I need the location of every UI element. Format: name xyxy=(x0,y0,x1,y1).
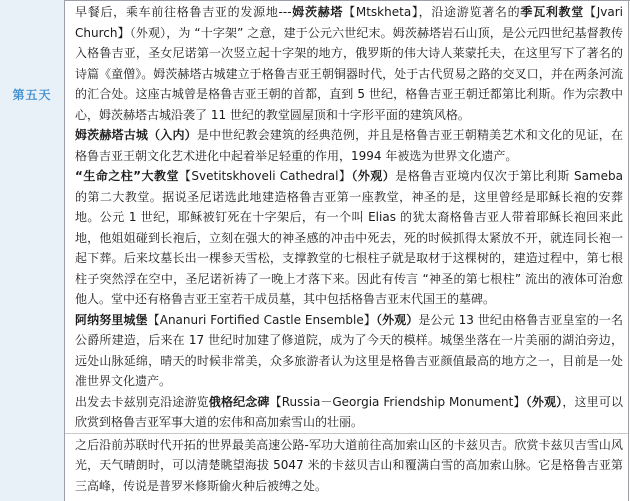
day-column xyxy=(0,0,65,501)
paragraph-friendship-monument: 出发去卡兹别克沿途游览俄格纪念碑【Russia－Georgia Friendship Monument】（外观），这里可以欣赏到格鲁吉亚军事大道的宏伟和高加索雪山的壮丽。 xyxy=(75,394,623,429)
paragraph-kazbegi: 之后沿前苏联时代开拓的世界最美高速公路-军功大道前往高加索山区的卡兹贝吉。欣赏卡兹贝吉雪山风光，天气晴朗时，可以清楚眺望海拔 5047 米的卡兹贝吉山和覆满白雪的高加索山脉。它是格鲁吉亚第三高峰，传说是普罗米修斯偷火种后被缚之处。 xyxy=(75,437,623,493)
place-ananuri: 阿纳努里城堡 xyxy=(75,312,148,327)
top-border xyxy=(0,0,630,1)
paragraph-mtskheta-town: 姆茨赫塔古城（入内）是中世纪教会建筑的经典范例，并且是格鲁吉亚王朝精美艺术和文化的见证，在格鲁吉亚王朝文化艺术进化中起着举足轻重的作用，1994 年被选为世界文化遗产。 xyxy=(75,128,623,163)
paragraph-svetitskhoveli: “生命之柱”大教堂【Svetitskhoveli Cathedral】（外观）是格鲁吉亚境内仅次于第比利斯 Sameba 的第二大教堂。据说圣尼诺选此地建造格鲁吉亚第一座教堂，神圣的是，这里曾经是耶稣长袍的安葬地。公元 1 世纪，耶稣被钉死在十字架后，有一个叫 Elias 的犹太裔格鲁吉亚人带着耶稣长袍回来此地，他姐姐碰到长袍后，立刻在强大的神圣感的冲击中死去，死的时候抓得太紧放不开，就连同长袍一起下葬。后来坟墓长出一棵参天雪松，支撑教堂的七根柱子就是取材于这棵树的，建造过程中，第七根柱子突然浮在空中，圣尼诺祈祷了一晚上才落下来。因此有传言 “神圣的第七根柱” 流出的液体可治愈他人。堂中还有格鲁吉亚王室若干成员墓，其中包括格鲁吉亚末代国王的墓碑。 xyxy=(75,169,623,306)
place-jvari-church: 季瓦利教堂 xyxy=(520,5,584,19)
paragraph-mtskheta-intro: 早餐后，乘车前往格鲁吉亚的发源地---姆茨赫塔【Mtskheta】，沿途游览著名的季瓦利教堂【Jvari Church】（外观），为 “十字架” 之意，建于公元六世纪末。姆茨赫塔岩石山顶，是公元四世纪基督教传入格鲁吉亚，圣女尼诺第一次竖立起十字架的地方，俄罗斯的伟大诗人莱蒙托夫，在这里写下了著名的诗篇《童僧》。姆茨赫塔古城建立于格鲁吉亚王朝铜器时代，处于古代贸易之路的交叉口，并在两条河流的汇合处。这座古城曾是格鲁吉亚王朝的首都，直到 5 世纪，格鲁吉亚王朝迁都第比利斯。作为宗教中心，姆茨赫塔古城沿袭了 11 世纪的教堂圆屋顶和十字形平面的建筑风格。 xyxy=(75,5,623,122)
right-border xyxy=(628,0,629,501)
paragraph-ananuri: 阿纳努里城堡【Ananuri Fortified Castle Ensemble】（外观）是公元 13 世纪由格鲁吉亚皇室的一名公爵所建造，后来在 17 世纪时加建了修道院，成为了今天的模样。城堡坐落在一片美丽的湖泊旁边，远处山脉延绵，晴天的时候非常美，众多旅游者认为这里是格鲁吉亚颜值最高的地方之一，目前是一处准世界文化遗产。 xyxy=(75,312,623,388)
place-mtskheta: 姆茨赫塔 xyxy=(291,5,344,19)
itinerary-content xyxy=(75,2,623,496)
day-label: 第五天 xyxy=(12,88,52,102)
place-svetitskhoveli: “生命之柱”大教堂 xyxy=(75,169,179,183)
place-friendship-monument: 俄格纪念碑 xyxy=(208,394,270,409)
place-mtskheta-town: 姆茨赫塔古城（入内） xyxy=(75,128,197,142)
